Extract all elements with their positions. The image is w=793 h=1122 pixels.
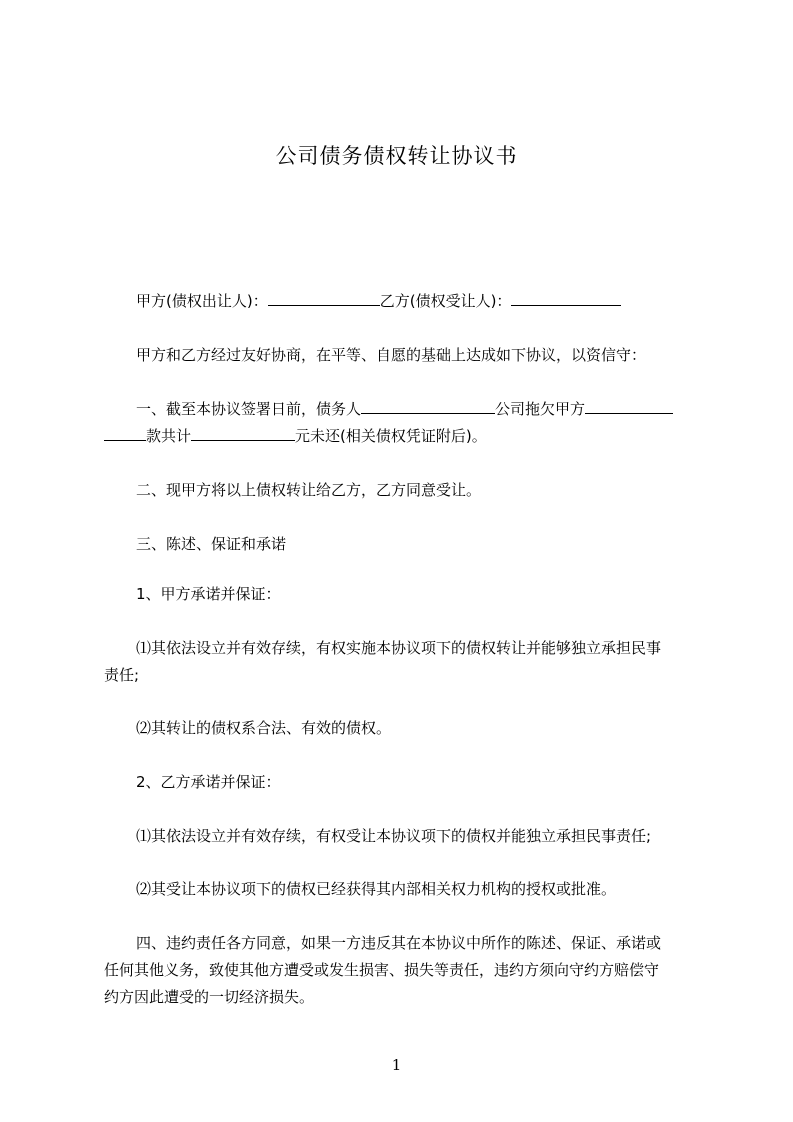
clause1-mid1: 公司拖欠甲方 <box>495 400 586 418</box>
clause3-2-heading: 2、乙方承诺并保证： <box>136 773 281 791</box>
clause3-1-heading: 1、甲方承诺并保证： <box>136 585 281 603</box>
clause1-prefix: 一、截至本协议签署日前，债务人 <box>136 400 362 418</box>
page-number: 1 <box>391 1056 402 1074</box>
debtor-blank <box>361 398 495 414</box>
party-b-label: 乙方(债权受让人)： <box>379 292 512 310</box>
clause3-2-item1: ⑴其依法设立并有效存续，有权受让本协议项下的债权并能独立承担民事责任; <box>136 827 652 845</box>
clause3-heading: 三、陈述、保证和承诺 <box>136 535 287 553</box>
clause4-line1: 四、违约责任各方同意，如果一方违反其在本协议中所作的陈述、保证、承诺或 <box>136 934 662 952</box>
document-title: 公司债务债权转让协议书 <box>275 144 518 168</box>
clause3-1-item1-line2: 责任; <box>104 666 140 684</box>
clause1-line2 <box>104 422 704 450</box>
clause4-line3: 约方因此遭受的一切经济损失。 <box>104 988 315 1006</box>
amount-blank <box>191 425 295 441</box>
clause3-1-item2: ⑵其转让的债权系合法、有效的债权。 <box>136 719 392 737</box>
clause4-line2: 任何其他义务，致使其他方遭受或发生损害、损失等责任，违约方须向守约方赔偿守 <box>104 961 660 979</box>
clause3-1-item1-line1: ⑴其依法设立并有效存续，有权实施本协议项下的债权转让并能够独立承担民事 <box>136 639 662 657</box>
party-a-label: 甲方(债权出让人)： <box>136 292 268 310</box>
clause3-2-item2: ⑵其受让本协议项下的债权已经获得其内部相关权力机构的授权或批准。 <box>136 880 617 898</box>
party-a-blank <box>268 290 380 306</box>
clause2-paragraph: 二、现甲方将以上债权转让给乙方，乙方同意受让。 <box>136 481 482 499</box>
debt-type-blank-1 <box>585 398 673 414</box>
party-line <box>136 287 736 315</box>
intro-paragraph: 甲方和乙方经过友好协商，在平等、自愿的基础上达成如下协议，以资信守： <box>136 346 647 364</box>
party-b-blank <box>511 290 621 306</box>
clause1-line1 <box>136 395 736 423</box>
debt-type-blank-2 <box>104 425 146 441</box>
clause1-mid2: 款共计 <box>146 427 192 445</box>
clause1-suffix: 元未还(相关债权凭证附后)。 <box>295 427 487 445</box>
